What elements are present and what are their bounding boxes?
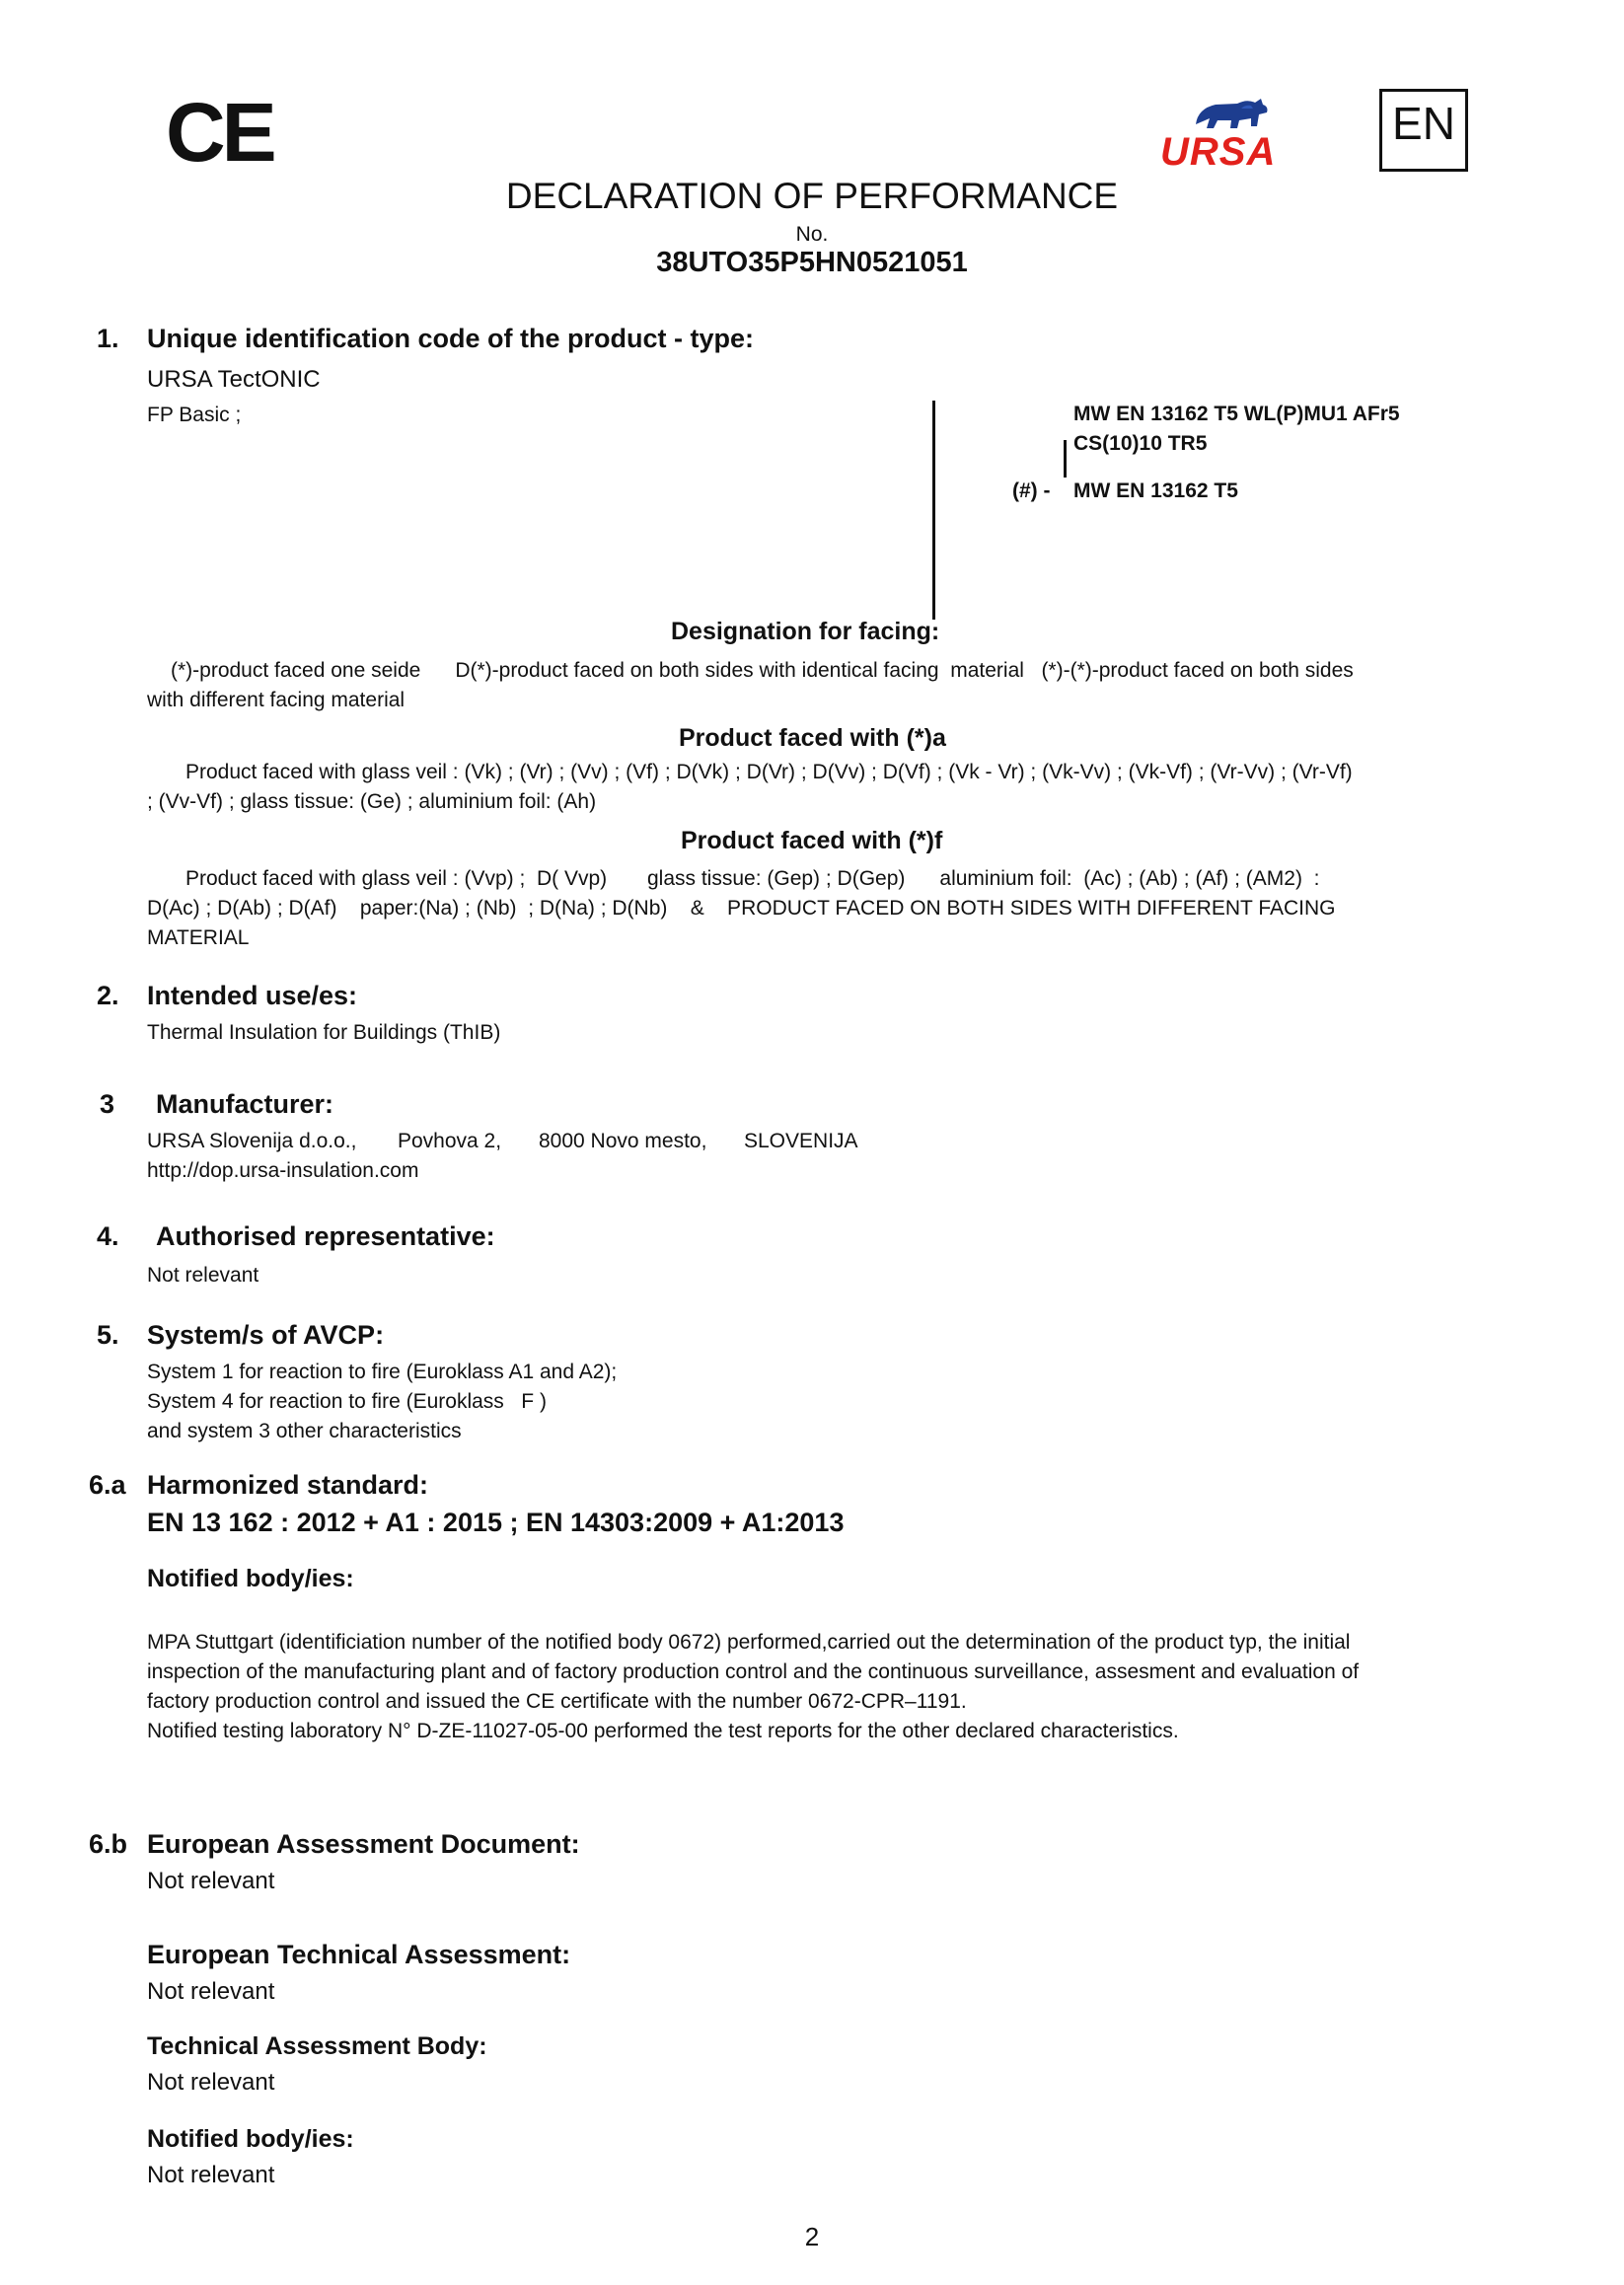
facing-f-heading: Product faced with (*)f xyxy=(681,827,943,854)
notified-body-line2: inspection of the manufacturing plant and of factory production control and the continuous surveillance, assesment and evaluation of xyxy=(147,1660,1360,1683)
notified-body-6b-text: Not relevant xyxy=(147,2162,275,2188)
section-6a-heading: Harmonized standard: xyxy=(147,1470,429,1500)
ursa-logo xyxy=(1156,95,1285,176)
alt-code-prefix: (#) - xyxy=(1012,479,1051,502)
section-5-number: 5. xyxy=(97,1320,119,1350)
section-4-number: 4. xyxy=(97,1221,119,1251)
facing-a-line1: Product faced with glass veil : (Vk) ; (Vr) ; (Vv) ; (Vf) ; D(Vk) ; D(Vr) ; D(Vv) ; D(Vf) ; (Vk - Vr) ; (Vk-Vv) ; (Vk-Vf) ; (Vr-Vv) ; (Vr-Vf) xyxy=(185,761,1353,783)
section-1-number: 1. xyxy=(97,324,119,353)
manufacturer-name: URSA Slovenija d.o.o., xyxy=(147,1130,357,1152)
section-2-number: 2. xyxy=(97,981,119,1010)
notified-body-line4: Notified testing laboratory N° D-ZE-11027-05-00 performed the test reports for the other declared characteristics. xyxy=(147,1720,1179,1742)
section-3-heading: Manufacturer: xyxy=(156,1089,334,1119)
intended-use-text: Thermal Insulation for Buildings (ThIB) xyxy=(147,1021,501,1044)
avcp-line1: System 1 for reaction to fire (Euroklass A1 and A2); xyxy=(147,1361,618,1383)
notified-body-line1: MPA Stuttgart (identificiation number of the notified body 0672) performed,carried out the determination of the product typ, the initial xyxy=(147,1631,1351,1654)
authorised-rep-text: Not relevant xyxy=(147,1264,259,1287)
notified-body-heading: Notified body/ies: xyxy=(147,1565,354,1592)
avcp-line2: System 4 for reaction to fire (Euroklass F ) xyxy=(147,1390,547,1413)
manufacturer-country: SLOVENIJA xyxy=(744,1130,858,1152)
facing-f-line3: MATERIAL xyxy=(147,926,250,949)
facing-f-line2: D(Ac) ; D(Ab) ; D(Af) paper:(Na) ; (Nb) ; D(Na) ; D(Nb) & PRODUCT FACED ON BOTH SIDES WITH DIFFERENT FACING xyxy=(147,897,1336,920)
facing-f-line1: Product faced with glass veil : (Vvp) ; D( Vvp) glass tissue: (Gep) ; D(Gep) aluminium foil: (Ac) ; (Ab) ; (Af) ; (AM2) : xyxy=(185,867,1320,890)
eta-heading: European Technical Assessment: xyxy=(147,1940,571,1969)
section-5-heading: System/s of AVCP: xyxy=(147,1320,385,1350)
manufacturer-city: 8000 Novo mesto, xyxy=(539,1130,707,1152)
product-name: URSA TectONIC xyxy=(147,366,321,393)
avcp-line3: and system 3 other characteristics xyxy=(147,1420,462,1442)
tab-heading: Technical Assessment Body: xyxy=(147,2032,487,2060)
code-bracket-line xyxy=(1064,440,1067,478)
designation-code-line1: MW EN 13162 T5 WL(P)MU1 AFr5 xyxy=(1073,403,1400,425)
designation-code-line2: CS(10)10 TR5 xyxy=(1073,432,1208,455)
facing-text-line1: (*)-product faced one seide D(*)-product faced on both sides with identical facing material (*)-(*)-product faced on both sides xyxy=(171,659,1354,682)
facing-a-line2: ; (Vv-Vf) ; glass tissue: (Ge) ; aluminium foil: (Ah) xyxy=(147,790,597,813)
number-label: No. xyxy=(795,223,829,246)
page-number: 2 xyxy=(804,2222,820,2251)
page-title: DECLARATION OF PERFORMANCE xyxy=(505,176,1119,216)
section-1-heading: Unique identification code of the product - type: xyxy=(147,324,754,353)
logo-text: URSA xyxy=(1160,130,1277,174)
tab-text: Not relevant xyxy=(147,2069,275,2096)
section-6b-number: 6.b xyxy=(89,1829,128,1859)
product-variant: FP Basic ; xyxy=(147,404,242,426)
divider-line xyxy=(932,401,935,620)
eta-text: Not relevant xyxy=(147,1978,275,2005)
language-badge: EN xyxy=(1379,89,1468,172)
section-2-heading: Intended use/es: xyxy=(147,981,358,1010)
notified-body-line3: factory production control and issued the CE certificate with the number 0672-CPR–1191. xyxy=(147,1690,967,1713)
ce-mark: CE xyxy=(166,86,273,179)
harmonized-standard: EN 13 162 : 2012 + A1 : 2015 ; EN 14303:2009 + A1:2013 xyxy=(147,1508,845,1537)
section-4-heading: Authorised representative: xyxy=(156,1221,495,1251)
section-3-number: 3 xyxy=(100,1089,115,1119)
bear-icon xyxy=(1156,95,1285,134)
notified-body-6b-heading: Notified body/ies: xyxy=(147,2125,354,2153)
ead-text: Not relevant xyxy=(147,1868,275,1894)
declaration-number: 38UTO35P5HN0521051 xyxy=(656,247,968,278)
manufacturer-street: Povhova 2, xyxy=(398,1130,502,1152)
facing-text-line2: with different facing material xyxy=(147,689,406,711)
manufacturer-url[interactable]: http://dop.ursa-insulation.com xyxy=(147,1159,419,1182)
section-6b-heading: European Assessment Document: xyxy=(147,1829,580,1859)
alt-designation-code: MW EN 13162 T5 xyxy=(1073,479,1238,502)
facing-heading: Designation for facing: xyxy=(671,618,940,645)
section-6a-number: 6.a xyxy=(89,1470,126,1500)
facing-a-heading: Product faced with (*)a xyxy=(679,724,946,752)
